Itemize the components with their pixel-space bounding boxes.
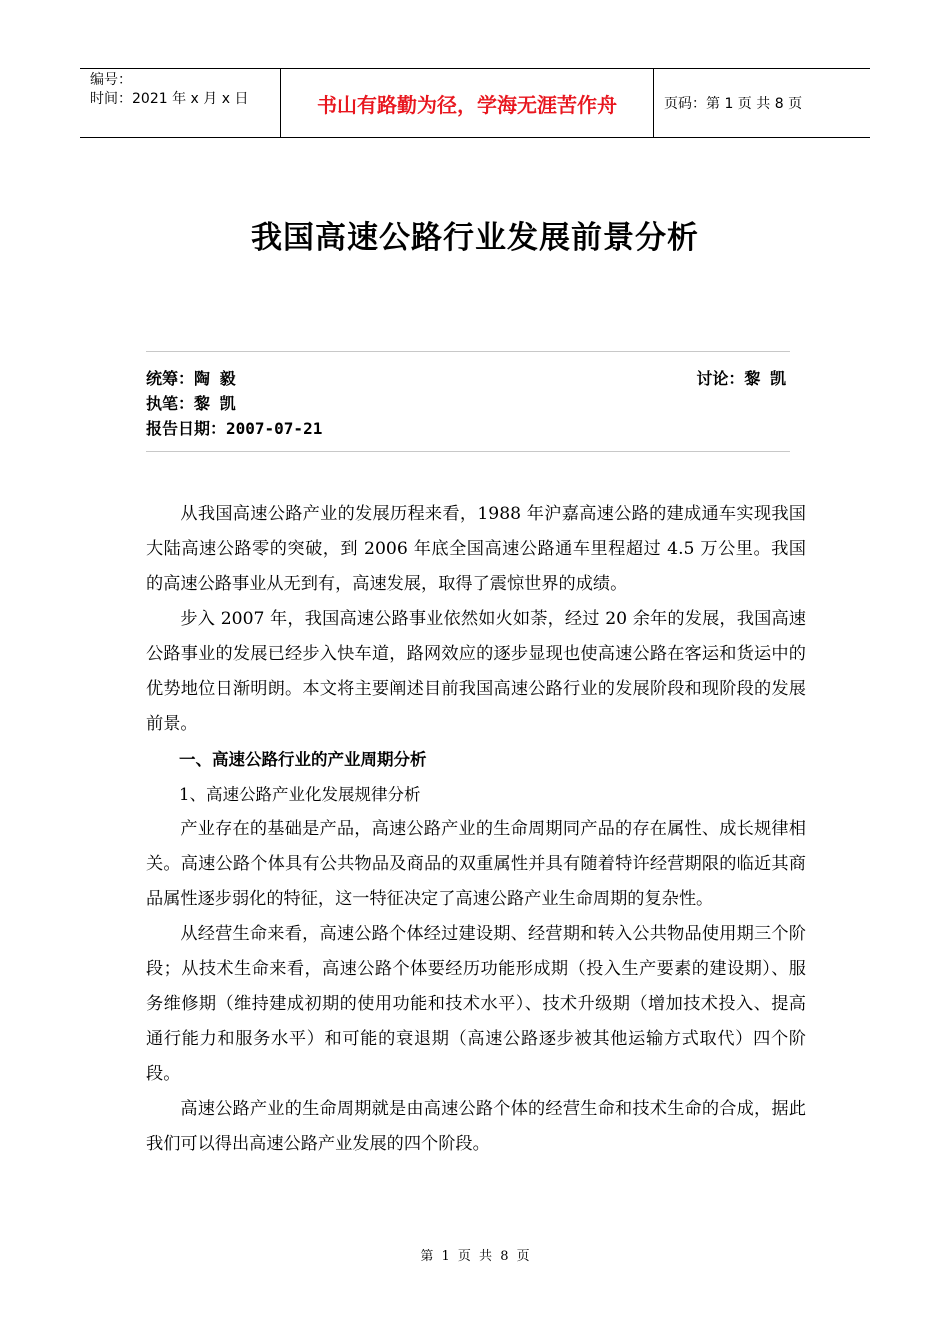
writer: 执笔：黎 凯 <box>146 394 236 413</box>
discussion: 讨论：黎 凯 <box>696 369 786 388</box>
divider-bottom <box>146 451 790 452</box>
section-heading: 一、高速公路行业的产业周期分析 <box>179 750 427 769</box>
paragraph: 步入 2007 年，我国高速公路事业依然如火如荼，经过 20 余年的发展，我国高速公路事业的发展已经步入快车道，路网效应的逐步显现也使高速公路在客运和货运中的优势地位日渐明朗。本文将主要阐述目前我国高速公路行业的发展阶段和现阶段的发展前景。 <box>146 609 806 734</box>
paragraph: 高速公路产业的生命周期就是由高速公路个体的经营生命和技术生命的合成，据此我们可以得出高速公路产业发展的四个阶段。 <box>146 1099 806 1154</box>
coordinator: 统筹：陶 毅 <box>146 369 236 388</box>
paragraph: 产业存在的基础是产品，高速公路产业的生命周期同产品的存在属性、成长规律相关。高速公路个体具有公共物品及商品的双重属性并具有随着特许经营期限的临近其商品属性逐步弱化的特征，这一特征决定了高速公路产业生命周期的复杂性。 <box>146 819 806 909</box>
page-footer: 第 1 页 共 8 页 <box>420 1249 530 1264</box>
paragraph: 从我国高速公路产业的发展历程来看，1988 年沪嘉高速公路的建成通车实现我国大陆高速公路零的突破，到 2006 年底全国高速公路通车里程超过 4.5 万公里。我国的高速公路事业从无到有，高速发展，取得了震惊世界的成绩。 <box>146 504 806 594</box>
header-table <box>80 68 870 138</box>
paragraph: 从经营生命来看，高速公路个体经过建设期、经营期和转入公共物品使用期三个阶段；从技术生命来看，高速公路个体要经历功能形成期（投入生产要素的建设期）、服务维修期（维持建成初期的使用功能和技术水平）、技术升级期（增加技术投入、提高通行能力和服务水平）和可能的衰退期（高速公路逐步被其他运输方式取代）四个阶段。 <box>146 924 806 1084</box>
time-label: 时间：2021 年 x 月 x 日 <box>90 91 249 107</box>
motto: 书山有路勤为径，学海无涯苦作舟 <box>281 69 654 137</box>
page-info: 页码：第 1 页 共 8 页 <box>664 96 803 112</box>
subsection-heading: 1、高速公路产业化发展规律分析 <box>179 785 421 804</box>
report-date: 报告日期：2007-07-21 <box>146 419 323 438</box>
number-label: 编号： <box>90 72 132 88</box>
body-text <box>146 497 806 1162</box>
document-title: 我国高速公路行业发展前景分析 <box>251 220 699 256</box>
divider-top <box>146 351 790 352</box>
header-left-cell <box>80 69 281 137</box>
